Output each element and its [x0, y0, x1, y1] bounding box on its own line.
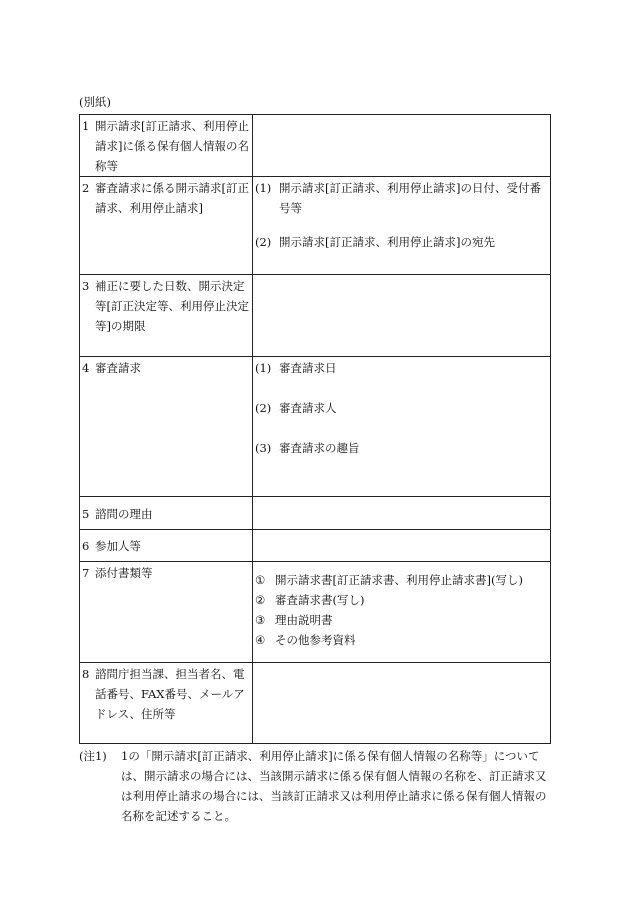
- row-number: 2: [82, 181, 90, 195]
- row-number: 4: [82, 361, 90, 375]
- table-row: [80, 497, 551, 530]
- row-label-cell: [80, 663, 253, 744]
- row-value-cell[interactable]: [253, 497, 551, 530]
- row-value-cell[interactable]: [253, 530, 551, 562]
- row-number: 5: [82, 506, 90, 521]
- list-item: [255, 438, 548, 458]
- item-text: 開示請求書[訂正請求書、利用停止請求書](写し): [275, 573, 523, 587]
- item-number: ②: [255, 593, 266, 607]
- table-row: [80, 115, 551, 177]
- row-number: 6: [82, 539, 90, 553]
- row-title: 補正に要した日数、開示決定等[訂正決定等、利用停止決定等]の期限: [95, 279, 249, 333]
- table-row: [80, 275, 551, 357]
- table-row: [80, 530, 551, 562]
- row-value-cell[interactable]: [253, 275, 551, 357]
- row-label-cell: [80, 562, 253, 663]
- item-number: (2): [255, 401, 272, 415]
- item-number: ①: [255, 573, 266, 587]
- row-value-cell[interactable]: [253, 357, 551, 497]
- item-text: 審査請求書(写し): [275, 593, 365, 607]
- footnote: [79, 746, 554, 826]
- item-text: 開示請求[訂正請求、利用停止請求]の宛先: [279, 235, 495, 249]
- row-value-cell[interactable]: [253, 562, 551, 663]
- table-row: [80, 663, 551, 744]
- list-item: [255, 570, 548, 590]
- row-label-cell: [80, 357, 253, 497]
- list-item: [255, 398, 548, 418]
- row-number: 7: [82, 566, 90, 580]
- list-item: [255, 178, 548, 218]
- row-title: 開示請求[訂正請求、利用停止請求]に係る保有個人情報の名称等: [95, 119, 249, 173]
- row-number: 8: [82, 667, 90, 681]
- row-label-cell: [80, 530, 253, 562]
- list-item: [255, 610, 548, 630]
- item-text: 理由説明書: [275, 613, 333, 627]
- row-label-cell: [80, 275, 253, 357]
- row-value-cell[interactable]: [253, 663, 551, 744]
- item-number: ③: [255, 613, 266, 627]
- row-number: 1: [82, 119, 90, 133]
- footnote-text: 1の「開示請求[訂正請求、利用停止請求]に係る保有個人情報の名称等」については、開示請求の場合には、当該開示請求に係る保有個人情報の名称を、訂正請求又は利用停止請求の場合には、当該訂正請求又は利用停止請求に係る保有個人情報の名称を記述すること。: [121, 749, 547, 823]
- row-label-cell: [80, 177, 253, 275]
- row-title: 審査請求に係る開示請求[訂正請求、利用停止請求]: [95, 181, 249, 215]
- item-number: (2): [255, 235, 272, 249]
- table-row: [80, 562, 551, 663]
- item-text: 審査請求人: [279, 401, 337, 415]
- table-row: [80, 177, 551, 275]
- row-title: 審査請求: [95, 361, 141, 375]
- list-item: [255, 590, 548, 610]
- item-number: ④: [255, 633, 266, 647]
- list-item: [255, 358, 548, 378]
- row-title: 添付書類等: [95, 566, 153, 580]
- footnote-label: (注1): [79, 749, 107, 763]
- row-number: 3: [82, 279, 90, 293]
- row-label-cell: [80, 115, 253, 177]
- consultation-form-table: [79, 114, 551, 744]
- item-text: 審査請求の趣旨: [279, 441, 360, 455]
- row-label-cell: [80, 497, 253, 530]
- attachment-label: (別紙): [79, 95, 111, 109]
- row-title: 諮問庁担当課、担当者名、電話番号、FAX番号、メールアドレス、住所等: [95, 667, 245, 721]
- list-item: [255, 232, 548, 252]
- row-value-cell[interactable]: [253, 177, 551, 275]
- row-value-cell[interactable]: [253, 115, 551, 177]
- row-title: 諮問の理由: [95, 506, 153, 521]
- item-number: (1): [255, 361, 272, 375]
- item-number: (3): [255, 441, 272, 455]
- item-number: (1): [255, 181, 272, 195]
- list-item: [255, 630, 548, 650]
- item-text: その他参考資料: [275, 633, 356, 647]
- item-text: 開示請求[訂正請求、利用停止請求]の日付、受付番号等: [279, 181, 541, 215]
- table-row: [80, 357, 551, 497]
- item-text: 審査請求日: [279, 361, 337, 375]
- row-title: 参加人等: [95, 539, 141, 553]
